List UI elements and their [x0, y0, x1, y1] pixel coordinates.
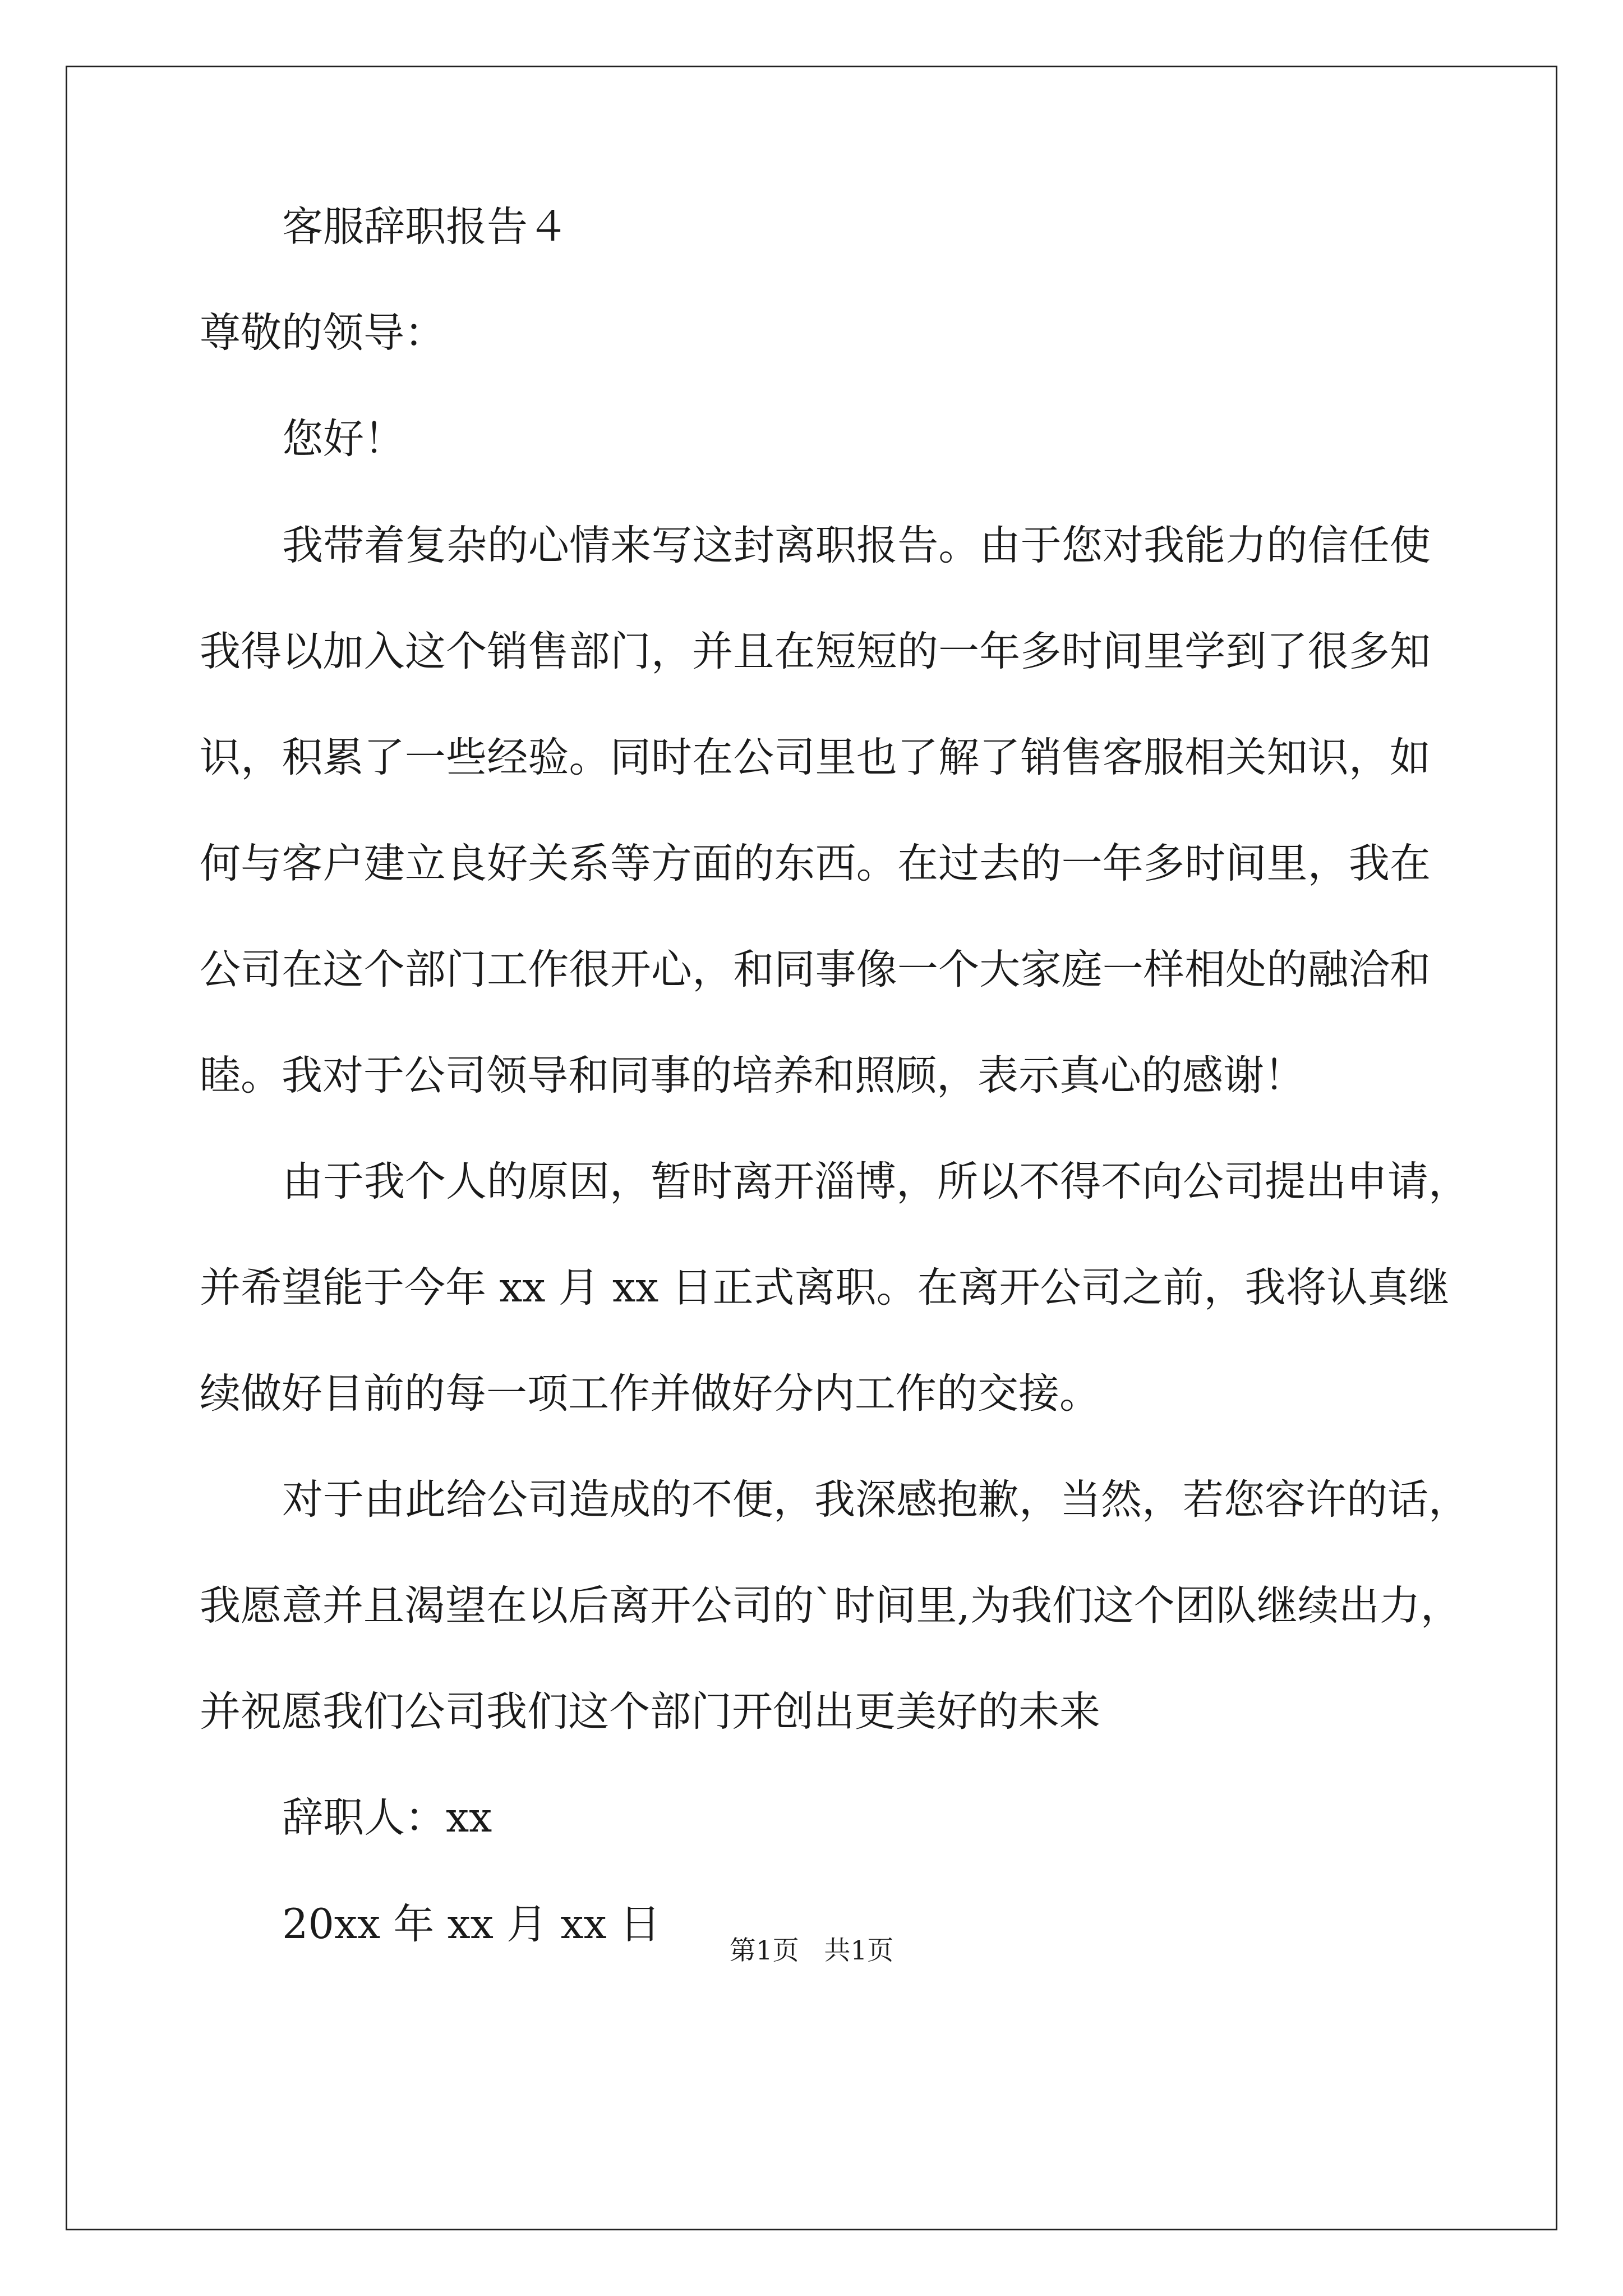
salutation: 尊敬的领导： — [200, 309, 445, 357]
paragraph-2-line-2: 并希望能于今年 xx 月 xx 日正式离职。在离开公司之前，我将认真继 — [200, 1264, 1450, 1312]
paragraph-2-line-1: 由于我个人的原因，暂时离开淄博，所以不得不向公司提出申请， — [282, 1158, 1469, 1205]
signature: 辞职人：xx — [282, 1794, 492, 1842]
paragraph-3-line-1: 对于由此给公司造成的不便，我深感抱歉，当然，若您容许的话， — [282, 1476, 1469, 1524]
paragraph-3-line-3: 并祝愿我们公司我们这个部门开创出更美好的未来 — [200, 1688, 1100, 1736]
date: 20xx 年 xx 月 xx 日 — [282, 1901, 661, 1948]
paragraph-1-line-2: 我得以加入这个销售部门，并且在短短的一年多时间里学到了很多知 — [200, 628, 1431, 675]
paragraph-1-line-5: 公司在这个部门工作很开心，和同事像一个大家庭一样相处的融洽和 — [200, 946, 1431, 993]
paragraph-1-line-6: 睦。我对于公司领导和同事的培养和照顾，表示真心的感谢！ — [200, 1052, 1305, 1099]
paragraph-1-line-4: 何与客户建立良好关系等方面的东西。在过去的一年多时间里，我在 — [200, 840, 1431, 887]
document-title: 客服辞职报告４ — [282, 203, 569, 251]
greeting: 您好！ — [282, 415, 405, 463]
paragraph-2-line-3: 续做好目前的每一项工作并做好分内工作的交接。 — [200, 1370, 1100, 1418]
paragraph-1-line-1: 我带着复杂的心情来写这封离职报告。由于您对我能力的信任使 — [282, 522, 1431, 569]
paragraph-1-line-3: 识，积累了一些经验。同时在公司里也了解了销售客服相关知识，如 — [200, 734, 1431, 781]
paragraph-3-line-2: 我愿意并且渴望在以后离开公司的`时间里,为我们这个团队继续出力， — [200, 1582, 1461, 1630]
page-number: 第1页 共1页 — [729, 1935, 894, 1966]
